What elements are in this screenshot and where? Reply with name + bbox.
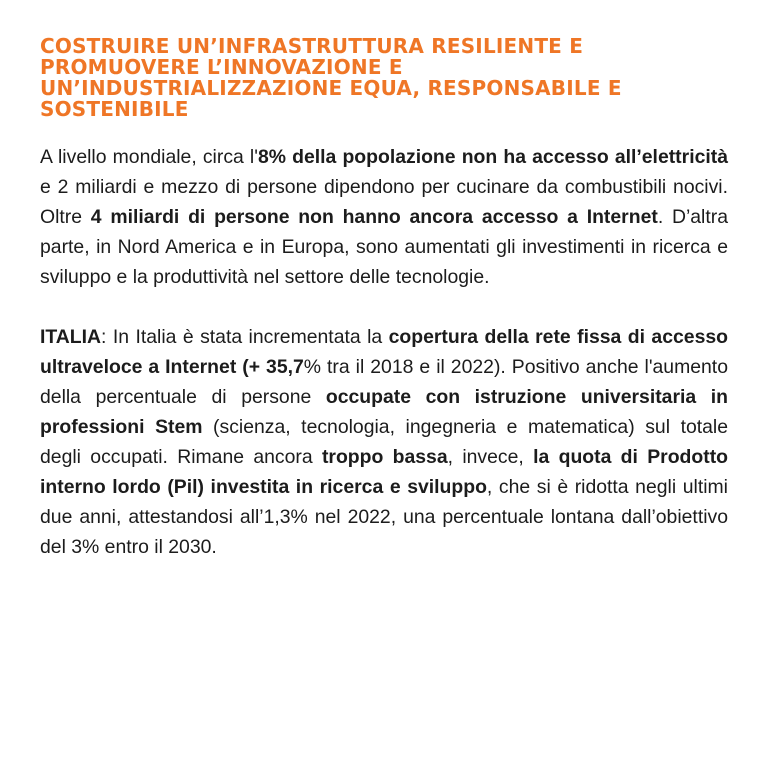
heading-line: COSTRUIRE UN’INFRASTRUTTURA RESILIENTE E <box>40 34 584 58</box>
text-segment: : In Italia è stata incrementata la <box>101 326 389 348</box>
text-segment: % tra il 2018 e il 2022). Positivo anche l'aumento della percentuale di persone <box>40 356 728 408</box>
text-segment: , che si è ridotta negli ultimi due anni, attestandosi all’1,3% nel 2022, una percentuale lontana dall’obiettivo del 3% entro il 2030. <box>40 476 728 558</box>
highlight-rd-gdp-share: la quota di Prodotto interno lordo (Pil) investita in ricerca e sviluppo <box>40 446 729 498</box>
heading-line: PROMUOVERE L’INNOVAZIONE E <box>40 55 403 79</box>
heading-line: UN’INDUSTRIALIZZAZIONE EQUA, RESPONSABILE E <box>40 76 622 100</box>
text-segment: (scienza, tecnologia, ingegneria e matematica) sul totale degli occupati. Rimane ancora <box>40 416 728 468</box>
text-segment: e 2 miliardi e mezzo di persone dipendono per cucinare da combustibili nocivi. Oltre <box>40 176 728 228</box>
highlight-internet-access: 4 miliardi di persone non hanno ancora accesso a Internet <box>90 206 658 228</box>
heading-line: SOSTENIBILE <box>40 97 189 121</box>
text-segment: . D’altra parte, in Nord America e in Europa, sono aumentati gli investimenti in ricerca e sviluppo e la produttività nel settore delle tecnologie. <box>40 206 728 288</box>
world-paragraph <box>40 142 728 292</box>
text-segment: A livello mondiale, circa l' <box>40 146 258 168</box>
text-segment: , invece, <box>447 446 534 468</box>
highlight-electricity-access: 8% della popolazione non ha accesso all’elettricità <box>257 146 728 168</box>
italy-label: ITALIA <box>40 326 102 348</box>
highlight-too-low: troppo bassa <box>321 446 448 468</box>
highlight-stem-employment: occupate con istruzione universitaria in professioni Stem <box>40 386 728 438</box>
highlight-broadband-coverage: copertura della rete fissa di accesso ultraveloce a Internet (+ 35,7 <box>40 326 728 378</box>
document-page <box>40 36 728 562</box>
italy-paragraph <box>40 322 728 562</box>
section-heading <box>40 36 728 120</box>
